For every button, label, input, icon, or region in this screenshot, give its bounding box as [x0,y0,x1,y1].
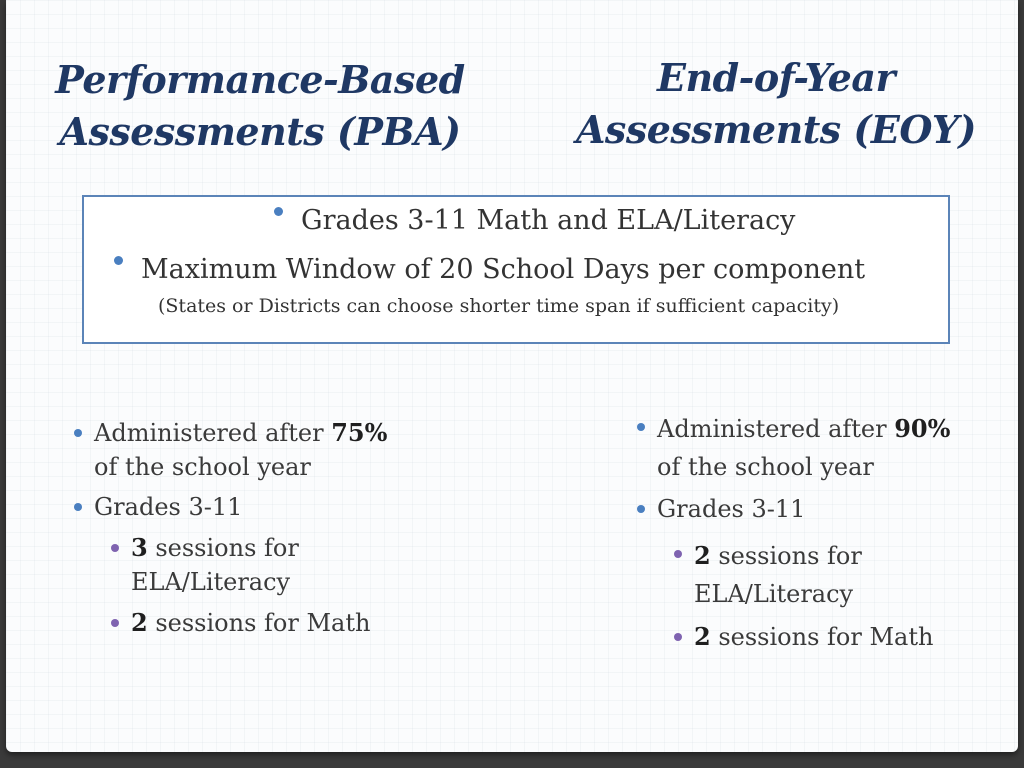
eoy-math-count: 2 [694,622,711,651]
pba-math-item [131,606,431,640]
eoy-ela-text: sessions for ELA/Literacy [694,542,862,608]
pba-ela-item [131,531,431,599]
pba-ela-text: sessions for ELA/Literacy [131,534,299,596]
pba-heading [50,54,470,158]
bullet-icon [274,207,283,216]
pba-admin-prefix: Administered after [94,419,332,447]
shared-item-grades [274,205,795,236]
eoy-ela-item [694,537,994,613]
pba-ela-count: 3 [131,533,148,562]
shared-note: (States or Districts can choose shorter time span if sufficient capacity) [158,295,840,317]
bullet-icon [637,423,645,431]
eoy-admin-item [657,410,1017,486]
pba-heading-line1: Performance-Based [55,57,465,102]
eoy-heading-line2: Assessments (EOY) [575,107,977,152]
sub-bullet-icon [111,544,119,552]
sub-bullet-icon [111,619,119,627]
pba-grades-item [94,490,394,524]
bullet-icon [114,256,123,265]
eoy-grades-text: Grades 3-11 [657,495,806,523]
pba-math-count: 2 [131,608,148,637]
bullet-icon [637,505,645,513]
pba-grades-text: Grades 3-11 [94,493,243,521]
eoy-admin-prefix: Administered after [657,415,895,443]
pba-math-text: sessions for Math [147,609,371,637]
eoy-heading-line1: End-of-Year [656,55,895,100]
eoy-admin-percent: 90% [894,414,951,443]
eoy-heading [566,52,986,156]
eoy-ela-count: 2 [694,541,711,570]
eoy-admin-suffix: of the school year [657,453,874,481]
shared-requirements-box [82,195,950,344]
bullet-icon [74,429,82,437]
slide [6,0,1018,752]
pba-admin-percent: 75% [331,418,388,447]
shared-item-grades-text: Grades 3-11 Math and ELA/Literacy [301,205,796,236]
pba-heading-line2: Assessments (PBA) [59,109,461,154]
eoy-grades-item [657,492,957,526]
eoy-math-text: sessions for Math [710,623,934,651]
sub-bullet-icon [674,550,682,558]
eoy-math-item [694,620,994,654]
shared-item-window-text: Maximum Window of 20 School Days per component [141,254,866,285]
pba-admin-suffix: of the school year [94,453,311,481]
sub-bullet-icon [674,633,682,641]
bullet-icon [74,503,82,511]
pba-admin-item [94,416,454,484]
shared-item-window [114,254,865,285]
